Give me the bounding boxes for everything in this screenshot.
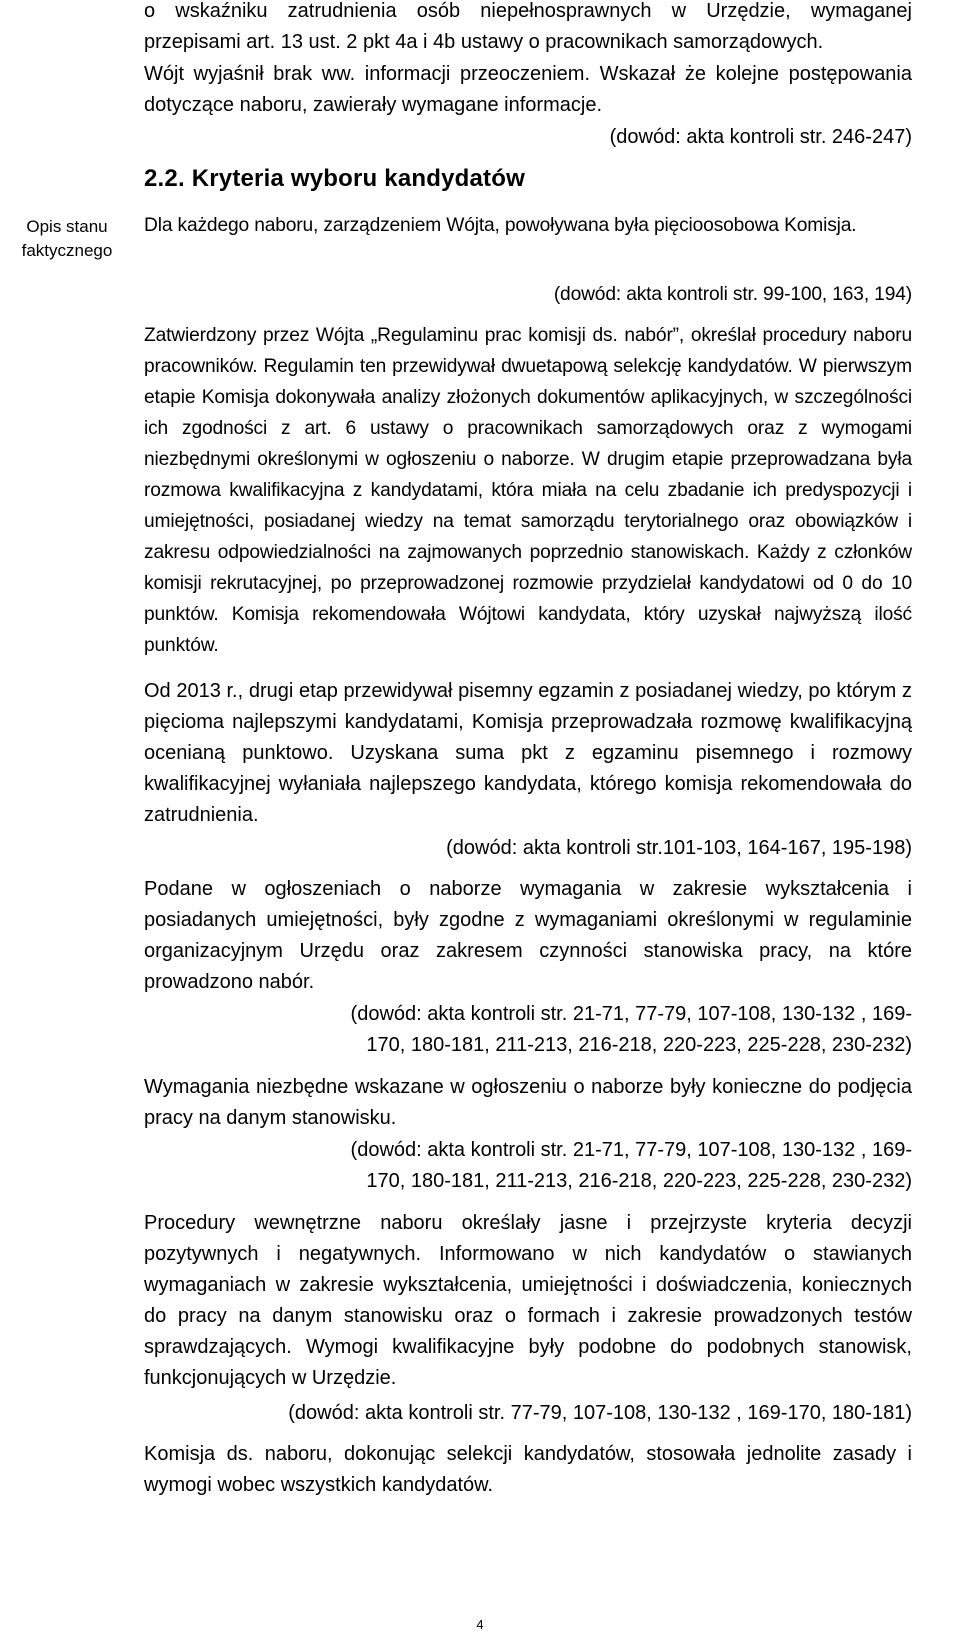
paragraph-employment-indicator: o wskaźniku zatrudnienia osób niepełnosprawnych w Urzędzie, wymaganej przepisami art. 13 ust. 2 pkt 4a i 4b ustawy o pracownikach samorządowych. xyxy=(144,0,912,53)
evidence-reference-3: (dowód: akta kontroli str.101-103, 164-167, 195-198) xyxy=(446,837,912,859)
evidence-reference-2: (dowód: akta kontroli str. 99-100, 163, 194) xyxy=(553,284,912,305)
evidence-reference-6: (dowód: akta kontroli str. 77-79, 107-108, 130-132 , 169-170, 180-181) xyxy=(288,1402,912,1424)
evidence-reference-5-line-1: (dowód: akta kontroli str. 21-71, 77-79, 107-108, 130-132 , 169- xyxy=(350,1139,912,1161)
evidence-reference-5-line-2: 170, 180-181, 211-213, 216-218, 220-223, 225-228, 230-232) xyxy=(366,1170,912,1192)
paragraph-internal-procedures: Procedury wewnętrzne naboru określały jasne i przejrzyste kryteria decyzji pozytywnych i negatywnych. Informowano w nich kandydatów o stawianych wymaganiach w zakresie wykształcenia, umiejętności i doświadczenia, koniecznych do pracy na danym stanowisku oraz o formach i zakresie prowadzonych testów sprawdzających. Wymogi kwalifikacyjne były podobne do podobnych stanowisk, funkcjonujących w Urzędzie. xyxy=(144,1212,912,1389)
paragraph-commission: Dla każdego naboru, zarządzeniem Wójta, powoływana była pięcioosobowa Komisja. xyxy=(144,215,857,236)
paragraph-uniform-rules: Komisja ds. naboru, dokonując selekcji kandydatów, stosowała jednolite zasady i wymogi wobec wszystkich kandydatów. xyxy=(144,1443,912,1496)
section-heading: 2.2. Kryteria wyboru kandydatów xyxy=(144,165,525,192)
evidence-reference-5 xyxy=(144,1135,912,1197)
paragraph-regulations: Zatwierdzony przez Wójta „Regulaminu prac komisji ds. nabór”, określał procedury naboru pracowników. Regulamin ten przewidywał dwuetapową selekcję kandydatów. W pierwszym etapie Komisja dokonywała analizy złożonych dokumentów aplikacyjnych, w szczególności ich zgodności z art. 6 ustawy o pracownikach samorządowych oraz z wymogami niezbędnymi określonymi w ogłoszeniu o naborze. W drugim etapie przeprowadzana była rozmowa kwalifikacyjna z kandydatami, która miała na celu zbadanie ich predyspozycji i umiejętności, posiadanej wiedzy na temat samorządu terytorialnego oraz obowiązków i zakresu odpowiedzialności na zajmowanych poprzednio stanowiskach. Każdy z członków komisji rekrutacyjnej, po przeprowadzonej rozmowie przydzielał kandydatowi od 0 do 10 punktów. Komisja rekomendowała Wójtowi kandydata, który uzyskał najwyższą ilość punktów. xyxy=(144,325,912,656)
paragraph-requirements: Podane w ogłoszeniach o naborze wymagania w zakresie wykształcenia i posiadanych umiejętności, były zgodne z wymaganiami określonymi w regulaminie organizacyjnym Urzędu oraz zakresem czynności stanowiska pracy, na które prowadzono nabór. xyxy=(144,878,912,993)
page-number: 4 xyxy=(476,1617,484,1632)
paragraph-mayor-explanation: Wójt wyjaśnił brak ww. informacji przeoczeniem. Wskazał że kolejne postępowania dotyczące naboru, zawierały wymagane informacje. xyxy=(144,63,912,116)
sidebar-label-line-2: faktycznego xyxy=(21,241,113,260)
evidence-reference-4 xyxy=(144,999,912,1061)
evidence-reference-1: (dowód: akta kontroli str. 246-247) xyxy=(609,126,912,148)
paragraph-necessary-requirements: Wymagania niezbędne wskazane w ogłoszeniu o naborze były konieczne do podjęcia pracy na danym stanowisku. xyxy=(144,1076,912,1129)
evidence-reference-4-line-2: 170, 180-181, 211-213, 216-218, 220-223, 225-228, 230-232) xyxy=(366,1034,912,1056)
paragraph-from-2013: Od 2013 r., drugi etap przewidywał pisemny egzamin z posiadanej wiedzy, po którym z pięcioma najlepszymi kandydatami, Komisja przeprowadzała rozmowę kwalifikacyjną ocenianą punktowo. Uzyskana suma pkt z egzaminu pisemnego i rozmowy kwalifikacyjnej wyłaniała najlepszego kandydata, którego komisja rekomendowała do zatrudnienia. xyxy=(144,680,912,826)
sidebar-section-label xyxy=(14,215,120,263)
sidebar-label-line-1: Opis stanu xyxy=(26,217,108,236)
evidence-reference-4-line-1: (dowód: akta kontroli str. 21-71, 77-79, 107-108, 130-132 , 169- xyxy=(350,1003,912,1025)
